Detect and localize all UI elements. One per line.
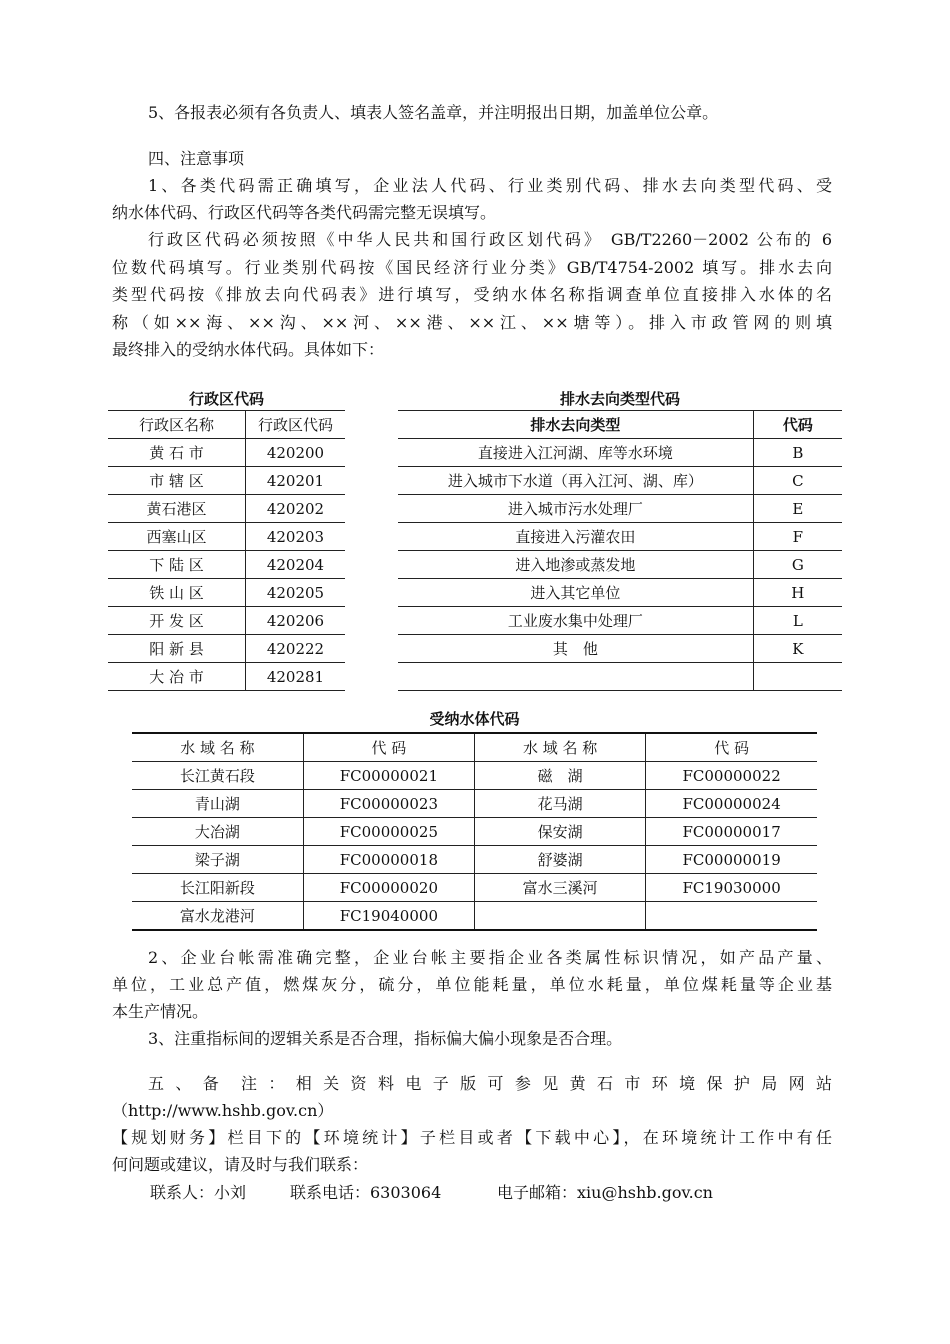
table-cell: 420206 — [245, 607, 345, 635]
para-line: 2、企业台帐需准确完整，企业台帐主要指企业各类属性标识情况，如产品产量、 — [148, 948, 832, 967]
column-header: 行政区名称 — [108, 411, 245, 439]
table-row — [398, 439, 842, 467]
table-row — [398, 607, 842, 635]
table-cell: 市 辖 区 — [108, 467, 245, 495]
para-line: 3、注重指标间的逻辑关系是否合理，指标偏大偏小现象是否合理。 — [148, 1029, 623, 1048]
table-row — [108, 579, 345, 607]
table-cell — [398, 663, 753, 691]
table-row — [132, 818, 817, 846]
table-cell: H — [753, 579, 842, 607]
para-line: 纳水体代码、行政区代码等各类代码需完整无误填写。 — [112, 203, 497, 222]
table-cell: 梁子湖 — [132, 846, 303, 874]
table-row — [132, 874, 817, 902]
table-cell: FC00000017 — [646, 818, 817, 846]
website-link[interactable]: （http://www.hshb.gov.cn） — [112, 1101, 334, 1120]
table-cell: 舒婆湖 — [475, 846, 646, 874]
table-cell: B — [753, 439, 842, 467]
table-cell: 420202 — [245, 495, 345, 523]
para-reports: 5、各报表必须有各负责人、填表人签名盖章，并注明报出日期，加盖单位公章。 — [148, 103, 719, 122]
table-cell: 富水三溪河 — [475, 874, 646, 902]
table-cell: 420203 — [245, 523, 345, 551]
header-row — [108, 411, 345, 439]
table-cell: 花马湖 — [475, 790, 646, 818]
table-cell: C — [753, 467, 842, 495]
table-cell: 西塞山区 — [108, 523, 245, 551]
table-cell: 铁 山 区 — [108, 579, 245, 607]
table-cell: FC00000021 — [303, 762, 474, 790]
table-row — [108, 495, 345, 523]
admin-code-table — [108, 410, 345, 691]
drain-table-title: 排水去向类型代码 — [559, 390, 680, 408]
table-cell: 开 发 区 — [108, 607, 245, 635]
column-header: 水 域 名 称 — [475, 733, 646, 762]
table-row — [132, 902, 817, 931]
para-line: 本生产情况。 — [112, 1002, 209, 1021]
table-cell: E — [753, 495, 842, 523]
table-row — [108, 607, 345, 635]
drain-code-table — [398, 410, 842, 691]
table-row — [398, 467, 842, 495]
table-row — [132, 846, 817, 874]
table-cell: 420281 — [245, 663, 345, 691]
para-line: 称（如××海、××沟、××河、××港、××江、××塘等）。排入市政管网的则填 — [112, 313, 832, 332]
table-cell: FC00000022 — [646, 762, 817, 790]
table-cell: FC00000025 — [303, 818, 474, 846]
table-row — [108, 439, 345, 467]
table-cell: G — [753, 551, 842, 579]
table-cell: 进入其它单位 — [398, 579, 753, 607]
table-cell: FC19030000 — [646, 874, 817, 902]
water-code-table — [132, 732, 817, 931]
table-row — [108, 551, 345, 579]
column-header: 排水去向类型 — [398, 411, 753, 439]
table-cell: 420222 — [245, 635, 345, 663]
table-cell: 保安湖 — [475, 818, 646, 846]
table-cell: 富水龙港河 — [132, 902, 303, 931]
para-line: 1、各类代码需正确填写，企业法人代码、行业类别代码、排水去向类型代码、受 — [148, 176, 832, 195]
para-line: 类型代码按《排放去向代码表》进行填写，受纳水体名称指调查单位直接排入水体的名 — [112, 285, 832, 304]
contact-email[interactable]: 电子邮箱：xiu@hshb.gov.cn — [497, 1183, 713, 1202]
table-cell: 进入城市污水处理厂 — [398, 495, 753, 523]
table-cell: 420204 — [245, 551, 345, 579]
table-cell: 磁 湖 — [475, 762, 646, 790]
table-cell: 420201 — [245, 467, 345, 495]
table-cell: 黄石港区 — [108, 495, 245, 523]
table-row — [398, 663, 842, 691]
table-cell: 进入城市下水道（再入江河、湖、库） — [398, 467, 753, 495]
table-row — [132, 790, 817, 818]
table-row — [108, 663, 345, 691]
table-cell: FC00000019 — [646, 846, 817, 874]
para-line: 【规划财务】栏目下的【环境统计】子栏目或者【下载中心】，在环境统计工作中有任 — [112, 1128, 832, 1147]
table-cell: 大 冶 市 — [108, 663, 245, 691]
table-cell: FC00000020 — [303, 874, 474, 902]
table-cell — [646, 902, 817, 931]
table-row — [398, 635, 842, 663]
table-row — [398, 551, 842, 579]
table-cell: 直接进入江河湖、库等水环境 — [398, 439, 753, 467]
table-cell: L — [753, 607, 842, 635]
table-row — [108, 635, 345, 663]
para-line: 单位，工业总产值，燃煤灰分，硫分，单位能耗量，单位水耗量，单位煤耗量等企业基 — [112, 975, 832, 994]
table-cell: 进入地渗或蒸发地 — [398, 551, 753, 579]
table-row — [398, 579, 842, 607]
para-line: 位数代码填写。行业类别代码按《国民经济行业分类》GB/T4754-2002 填写。排水去向 — [112, 258, 832, 277]
table-cell: K — [753, 635, 842, 663]
para-line: 五 、 备 注 ： 相 关 资 料 电 子 版 可 参 见 黄 石 市 环 境 保 护 局 网 站 — [148, 1074, 832, 1093]
table-cell: 青山湖 — [132, 790, 303, 818]
column-header: 代 码 — [646, 733, 817, 762]
header-row — [132, 733, 817, 762]
table-cell: 其 他 — [398, 635, 753, 663]
table-cell: FC00000023 — [303, 790, 474, 818]
column-header: 代 码 — [303, 733, 474, 762]
table-row — [108, 467, 345, 495]
table-cell: 420205 — [245, 579, 345, 607]
section-title: 四、注意事项 — [148, 149, 245, 168]
table-cell: 阳 新 县 — [108, 635, 245, 663]
table-cell: FC00000024 — [646, 790, 817, 818]
admin-table-title: 行政区代码 — [188, 390, 264, 408]
column-header: 代码 — [753, 411, 842, 439]
contact-phone: 联系电话：6303064 — [290, 1183, 442, 1202]
table-cell: FC00000018 — [303, 846, 474, 874]
column-header: 行政区代码 — [245, 411, 345, 439]
table-cell: 长江黄石段 — [132, 762, 303, 790]
table-row — [398, 495, 842, 523]
water-table-title: 受纳水体代码 — [429, 710, 520, 728]
table-cell: 下 陆 区 — [108, 551, 245, 579]
table-cell: 黄 石 市 — [108, 439, 245, 467]
table-cell: 工业废水集中处理厂 — [398, 607, 753, 635]
header-row — [398, 411, 842, 439]
table-row — [398, 523, 842, 551]
table-cell: 直接进入污灌农田 — [398, 523, 753, 551]
table-cell: 大冶湖 — [132, 818, 303, 846]
para-line: 最终排入的受纳水体代码。具体如下： — [112, 340, 385, 359]
para-line: 行政区代码必须按照《中华人民共和国行政区划代码》 GB/T2260－2002 公布的 6 — [148, 230, 832, 249]
table-cell: 420200 — [245, 439, 345, 467]
table-row — [132, 762, 817, 790]
table-cell — [753, 663, 842, 691]
table-cell — [475, 902, 646, 931]
column-header: 水 域 名 称 — [132, 733, 303, 762]
table-cell: 长江阳新段 — [132, 874, 303, 902]
table-cell: FC19040000 — [303, 902, 474, 931]
contact-person: 联系人：小刘 — [150, 1183, 247, 1202]
table-row — [108, 523, 345, 551]
para-line: 何问题或建议，请及时与我们联系： — [112, 1155, 369, 1174]
table-cell: F — [753, 523, 842, 551]
